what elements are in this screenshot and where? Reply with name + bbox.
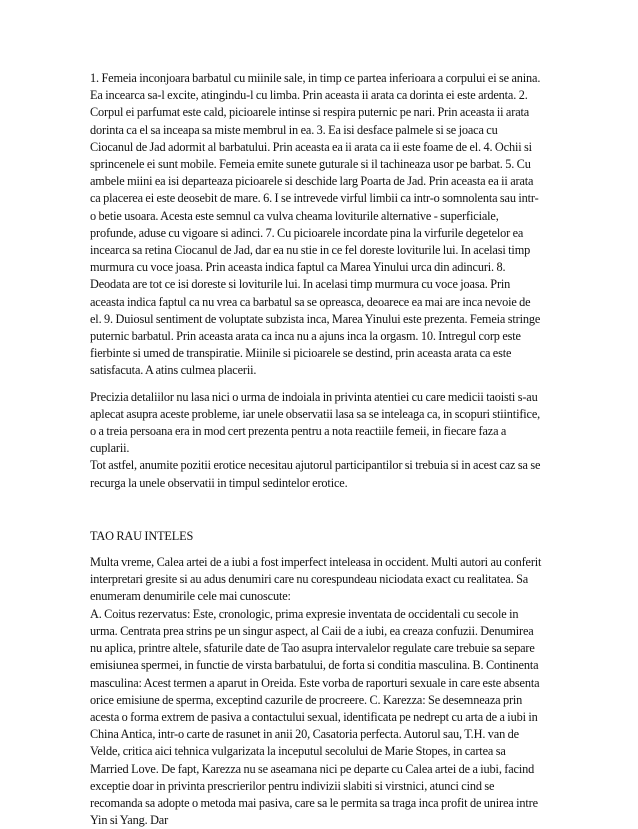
numbered-signs-paragraph: 1. Femeia inconjoara barbatul cu miinile sale, in timp ce partea inferioara a corpului ei se anina. Ea incearca sa-l excite, atingindu-l cu limba. Prin aceasta ii arata ca dorinta ei este ardenta. 2. Corpul ei parfumat este cald, picioarele intinse si respira puternic pe nari. Prin aceasta ii arata dorinta ca el sa inceapa sa miste membrul in ea. 3. Ea isi desface palmele si se joaca cu Ciocanul de Jad adormit al barbatului. Prin aceasta ea ii arata ca ii este foame de el. 4. Ochii si sprincenele ei sunt mobile. Femeia emite sunete guturale si il tachineaza usor pe barbat. 5. Cu ambele miini ea isi departeaza picioarele si deschide larg Poarta de Jad. Prin aceasta ea ii arata ca placerea ei este deosebit de mare. 6. I se intrevede virful limbii ca intr-o somnolenta sau intr-o betie usoara. Acesta este semnul ca vulva cheama loviturile alternative - superficiale, profunde, aduse cu vigoare si adinci. 7. Cu picioarele incordate pina la virfurile degetelor ea incearca sa retina Ciocanul de Jad, dar ea nu stie in ce fel doreste loviturile lui. In acelasi timp murmura cu voce joasa. Prin aceasta indica faptul ca Marea Yinului urca din adincuri. 8. Deodata are tot ce isi doreste si loviturile lui. In acelasi timp murmura cu voce joasa. Prin aceasta indica faptul ca nu vrea ca barbatul sa se opreasca, deoarece ea mai are inca nevoie de el. 9. Duiosul sentiment de voluptate subzista inca, Marea Yinului este prezenta. Femeia stringe puternic barbatul. Prin aceasta arata ca inca nu a ajuns inca la orgasm. 10. Intregul corp este fierbinte si umed de transpiratie. Miinile si picioarele se destind, prin aceasta arata ca este satisfacuta. A atins culmea placerii. bbox=[90, 71, 541, 378]
section-heading: TAO RAU INTELES bbox=[90, 528, 194, 543]
positions-paragraph: Tot astfel, anumite pozitii erotice necesitau ajutorul participantilor si trebuia si in acest caz sa se recurga la unele observatii in timpul sedintelor erotice. bbox=[90, 458, 541, 490]
document-page bbox=[90, 70, 542, 829]
intro-paragraph: Multa vreme, Calea artei de a iubi a fost imperfect inteleasa in occident. Multi autori au conferit interpretari gresite si au adus denumiri care nu corespundeau niciodata exact cu realitatea. Sa enumeram denumirile cele mai cunoscute: bbox=[90, 555, 542, 604]
section-spacer bbox=[90, 492, 542, 528]
precision-paragraph: Precizia detaliilor nu lasa nici o urma de indoiala in privinta atentiei cu care medicii taoisti s-au aplecat asupra aceste probleme, iar unele observatii lasa sa se inteleaga ca, in scopuri stiintifice, o a treia persoana era in mod cert prezenta pentru a nota reactiile femeii, in fiecare faza a cuplarii. bbox=[90, 389, 541, 456]
definitions-paragraph: A. Coitus rezervatus: Este, cronologic, prima expresie inventata de occidentali cu secole in urma. Centrata prea strins pe un singur aspect, al Caii de a iubi, ea creaza confuzii. Denumirea nu aplica, printre altele, sfaturile date de Tao asupra intervalelor regulate care trebuie sa separe emisiunea spermei, in functie de virsta barbatului, de forta si conditia masculina. B. Continenta masculina: Acest termen a aparut in Oreida. Este vorba de raporturi sexuale in care este absenta orice emisiune de sperma, exceptind cazurile de procreere. C. Karezza: Se desemneaza prin acesta o forma extrem de pasiva a contactului sexual, identificata pe nedrept cu arta de a iubi in China Antica, intr-o carte de rasunet in anii 20, Casatoria perfecta. Autorul sau, T.H. van de Velde, critica aici tehnica vulgarizata la inceputul secolului de Marie Stopes, in cartea sa Married Love. De fapt, Karezza nu se aseamana nici pe departe cu Calea artei de a iubi, facind exceptie doar in privinta prescrierilor pentru indivizii slabiti si virstnici, atunci cind se recomanda sa adopte o metoda mai pasiva, care sa le permita sa traga inca profit de unirea intre Yin si Yang. Dar bbox=[90, 606, 540, 828]
paragraph-spacer bbox=[90, 380, 542, 389]
heading-spacer bbox=[90, 545, 542, 554]
